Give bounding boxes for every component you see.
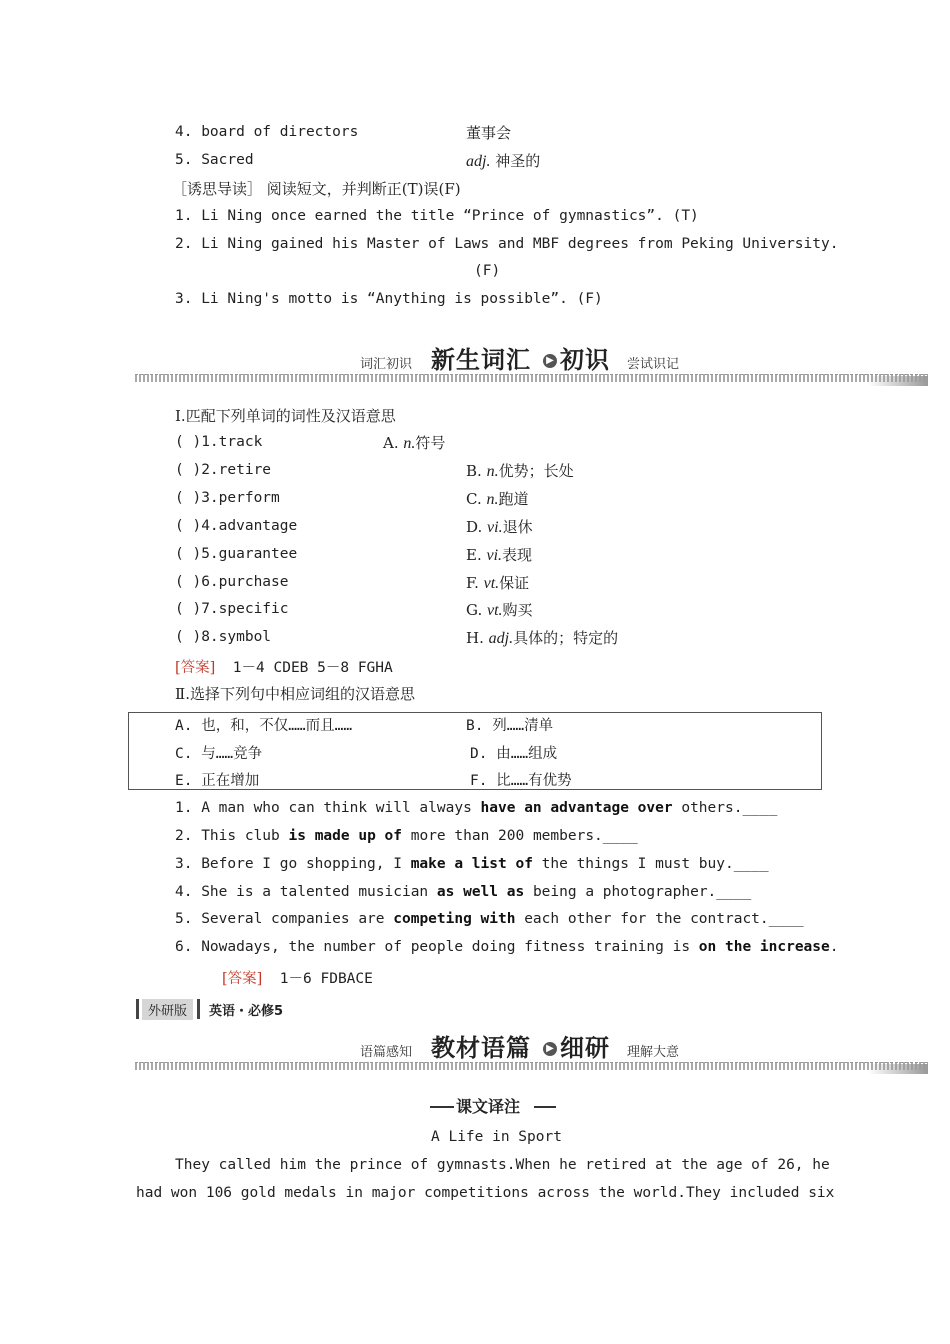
sentence-item: 3. Before I go shopping, I make a list of the things I must buy.____ xyxy=(175,856,769,872)
guide-item-3: 3. Li Ning's motto is “Anything is possible”. (F) xyxy=(175,291,603,307)
sentence-item: 4. She is a talented musician as well as being a photographer.____ xyxy=(175,884,752,900)
option-item: B. n.优势；长处 xyxy=(466,462,574,480)
sentence-item: 5. Several companies are competing with each other for the contract.____ xyxy=(175,911,804,927)
vocab-item-4: 4. board of directors xyxy=(175,124,359,140)
chevron-right-icon: ▶ xyxy=(543,1042,557,1056)
word-item: ( )2.retire xyxy=(175,462,272,478)
part2-heading: Ⅱ.选择下列句中相应词组的汉语意思 xyxy=(175,685,415,703)
sentence-item: 6. Nowadays, the number of people doing fitness training is on the increase. xyxy=(175,939,839,955)
word-item: ( )5.guarantee xyxy=(175,546,298,562)
vocab-item-5: 5. Sacred xyxy=(175,152,254,168)
section-banner-vocab: 词汇初识 新生词汇 ▶ 初识 尝试识记 xyxy=(135,346,928,382)
vocab-meaning-5: adj. 神圣的 xyxy=(466,152,541,170)
option-item: H. adj.具体的；特定的 xyxy=(466,629,619,647)
sentence-item: 1. A man who can think will always have an advantage over others.____ xyxy=(175,800,778,816)
option-item: D. vi.退休 xyxy=(466,518,533,536)
guide-item-2: 2. Li Ning gained his Master of Laws and MBF degrees from Peking University. xyxy=(175,236,839,252)
option-item: C. n.跑道 xyxy=(466,490,529,508)
word-item: ( )8.symbol xyxy=(175,629,272,645)
article-line: had won 106 gold medals in major competitions across the world.They included six xyxy=(136,1185,835,1201)
phrase-option: F. 比……有优势 xyxy=(470,773,572,789)
word-item: ( )7.specific xyxy=(175,601,289,617)
word-item: ( )1.track xyxy=(175,434,263,450)
article-title: A Life in Sport xyxy=(431,1129,562,1145)
phrase-option: A. 也，和，不仅……而且…… xyxy=(175,718,353,734)
option-item: A. n.符号 xyxy=(383,434,446,452)
divider xyxy=(135,1062,928,1070)
vocab-meaning-4: 董事会 xyxy=(466,124,512,142)
article-line: They called him the prince of gymnasts.When he retired at the age of 26, he xyxy=(175,1157,830,1173)
option-item: F. vt.保证 xyxy=(466,574,530,592)
phrase-option: B. 列……清单 xyxy=(466,718,554,734)
guide-item-1: 1. Li Ning once earned the title “Prince of gymnastics”. (T) xyxy=(175,208,699,224)
phrase-option: D. 由……组成 xyxy=(470,746,558,762)
word-item: ( )4.advantage xyxy=(175,518,298,534)
section-subtitle: 课文译注 xyxy=(430,1094,556,1118)
sentence-item: 2. This club is made up of more than 200 members.____ xyxy=(175,828,638,844)
publisher-tag: 外研版 英语・必修5 xyxy=(136,998,283,1020)
word-item: ( )6.purchase xyxy=(175,574,289,590)
part1-heading: Ⅰ.匹配下列单词的词性及汉语意思 xyxy=(175,407,396,425)
section-banner-text: 语篇感知 教材语篇 ▶ 细研 理解大意 xyxy=(135,1034,928,1070)
phrase-option: C. 与……竞争 xyxy=(175,746,263,762)
part1-answer: [答案] 1－4 CDEB 5－8 FGHA xyxy=(175,660,393,676)
guide-heading: ［诱思导读］ 阅读短文，并判断正(T)误(F) xyxy=(172,180,461,198)
option-item: G. vt.购买 xyxy=(466,601,533,619)
part2-answer: [答案] 1－6 FDBACE xyxy=(222,971,373,987)
word-item: ( )3.perform xyxy=(175,490,280,506)
option-item: E. vi.表现 xyxy=(466,546,533,564)
guide-item-2-answer: (F) xyxy=(474,263,501,279)
divider xyxy=(135,374,928,382)
phrase-option: E. 正在增加 xyxy=(175,773,260,789)
chevron-right-icon: ▶ xyxy=(543,354,557,368)
